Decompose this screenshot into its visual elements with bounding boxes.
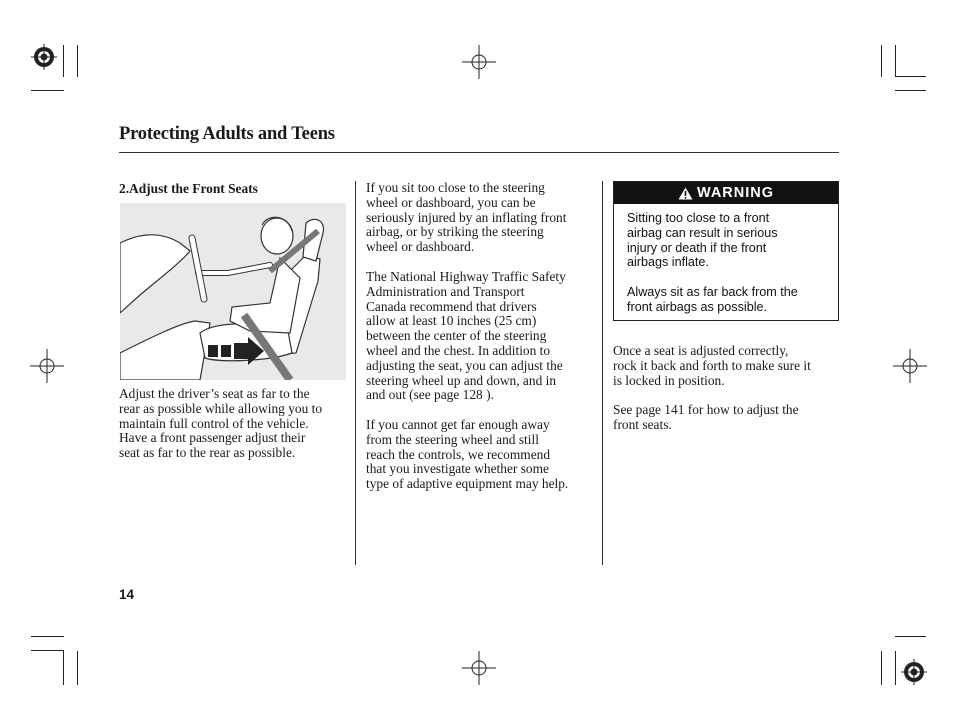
registration-target-icon: [29, 42, 59, 72]
crosshair-mark-icon: [892, 348, 928, 384]
warning-header: [614, 182, 838, 204]
seat-lock-paragraph: Once a seat is adjusted correctly, rock it back and forth to make sure it is locked in position.: [613, 343, 811, 388]
step-heading: 2.Adjust the Front Seats: [119, 181, 258, 196]
driver-seated-at-steering-wheel-illustration: [120, 203, 346, 380]
page-number: 14: [119, 587, 135, 602]
title-underline: [119, 152, 839, 153]
crosshair-mark-icon: [461, 44, 497, 80]
airbag-risk-paragraph: If you sit too close to the steering wheel or dashboard, you can be seriously injured by an inflating front airbag, or by striking the steering wheel or dashboard.: [366, 180, 567, 255]
column-divider: [602, 181, 603, 565]
warning-triangle-icon: [678, 187, 693, 200]
registration-target-icon: [899, 657, 929, 687]
nhtsa-recommendation-paragraph: The National Highway Traffic Safety Administration and Transport Canada recommend that drivers allow at least 10 inches (25 cm) between the center of the steering wheel and the chest. In addition to adjusting the seat, you can adjust the steering wheel up and down, and in and out (see page 128 ).: [366, 269, 566, 403]
seat-adjust-paragraph: Adjust the driver’s seat as far to the rear as possible while allowing you to maintain full control of the vehicle. Have a front passenger adjust their seat as far to the rear as possible.: [119, 386, 323, 461]
driver-seat-illustration: [120, 203, 346, 380]
warning-label: WARNING: [696, 185, 775, 201]
warning-box: [613, 181, 839, 321]
crosshair-mark-icon: [461, 650, 497, 686]
adaptive-equipment-paragraph: If you cannot get far enough away from the steering wheel and still reach the controls, we recommend that you investigate whether some type of adaptive equipment may help.: [366, 417, 569, 492]
crosshair-mark-icon: [29, 348, 65, 384]
warning-text: Always sit as far back from the front airbags as possible.: [627, 285, 798, 314]
column-divider: [355, 181, 356, 565]
page-reference-paragraph: See page 141 for how to adjust the front seats.: [613, 402, 799, 432]
warning-text: Sitting too close to a front airbag can result in serious injury or death if the front airbags inflate.: [627, 211, 778, 270]
page-title: Protecting Adults and Teens: [119, 124, 335, 144]
